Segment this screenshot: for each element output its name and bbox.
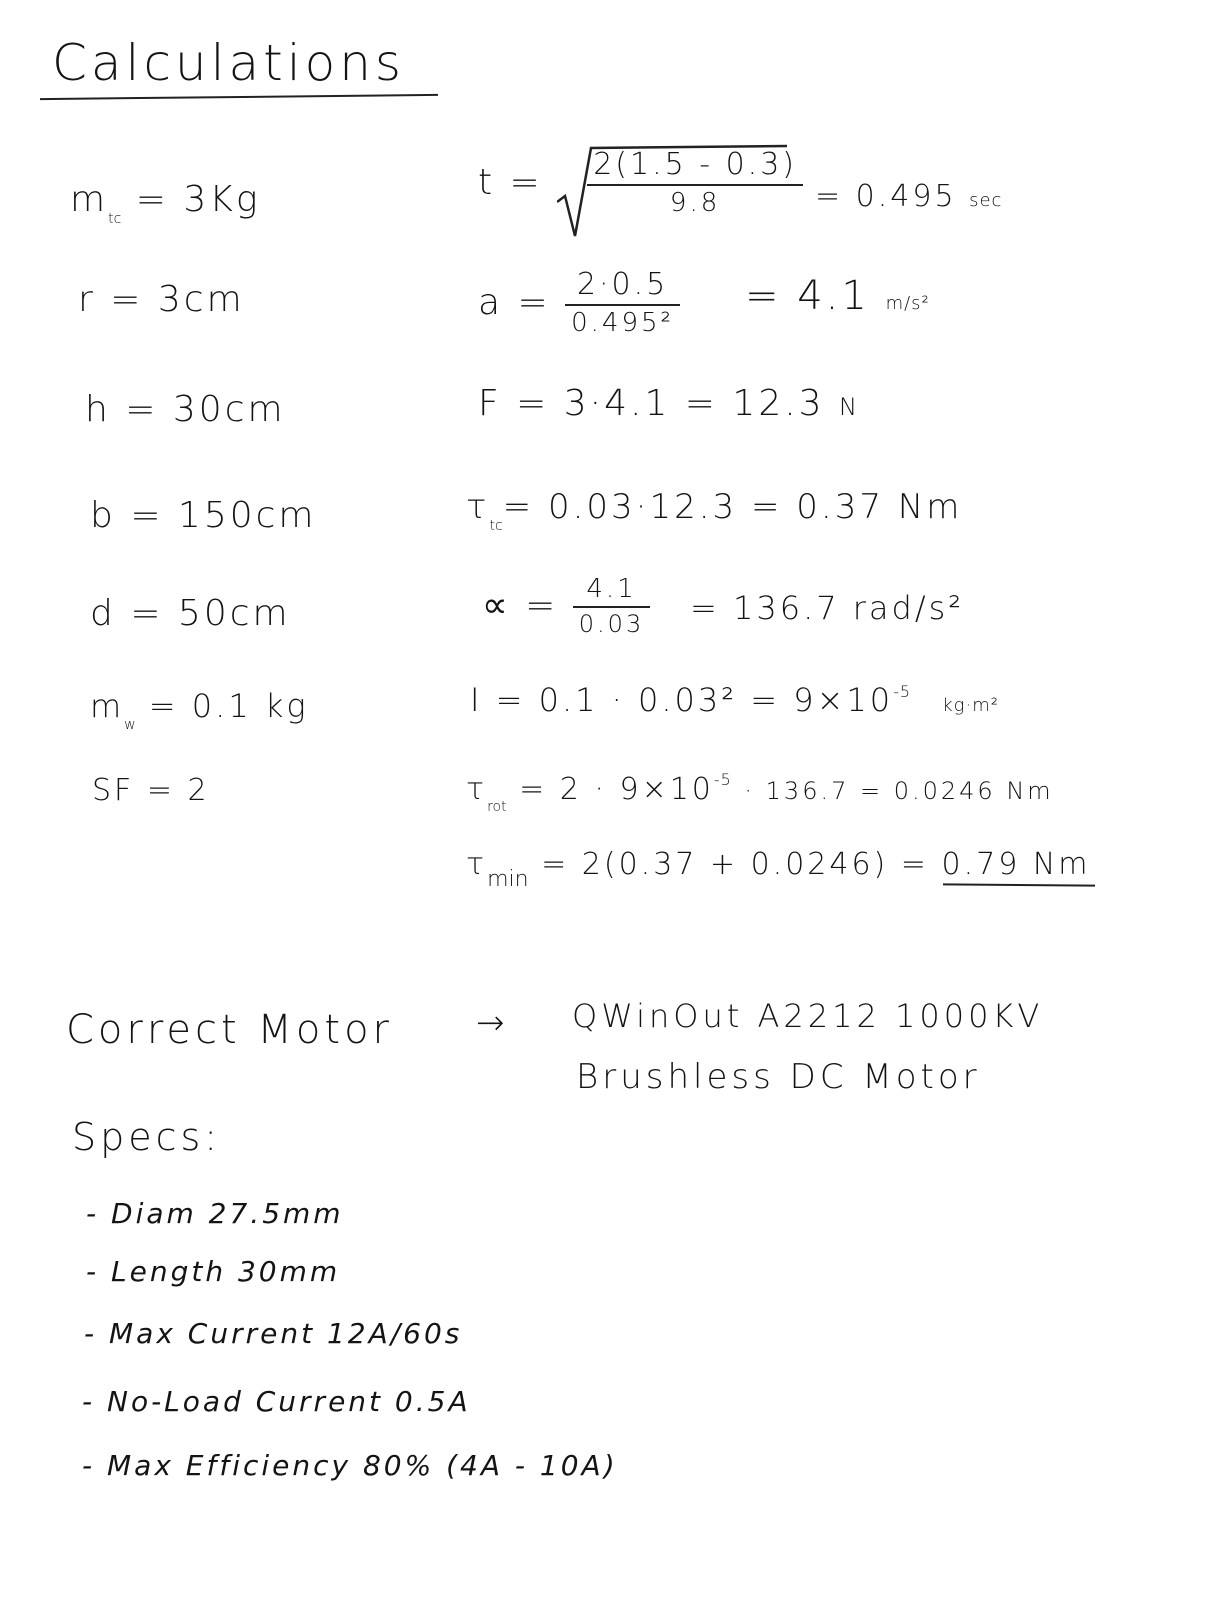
given-height: h = 30cm [85,389,286,430]
eq-angular-accel-result: = 136.7 rad/s² [690,589,965,627]
spec-item: - Max Current 12A/60s [84,1317,463,1350]
eq-time: t = $\frac{2(1.5 - 0.3)}{9.8}$ [478,150,803,216]
eq-acceleration: a = $\frac{2\cdot 0.5}{\text{0.495²}}$ [478,270,680,336]
sqrt-sign: $\frac{2(1.5 - 0.3)}{9.8}$ [557,150,803,216]
eq-acceleration-result: = 4.1 m/s² [745,273,930,319]
eq-inertia: $I = 0.1 \cdot 0.03^2 = 9\times 10^{-5}$ kg·m² [470,681,999,719]
given-radius: r = 3cm [78,279,245,320]
eq-time-result: = 0.495 sec [815,179,1003,214]
motor-model: QWinOut A2212 1000KV [572,997,1044,1035]
eq-torque-min: $\tau_{min} = 2(0.37 + 0.0246) = 0.79$ Nm [466,847,1091,892]
title-underline [40,94,438,100]
spec-item: - Diam 27.5mm [86,1197,344,1230]
eq-torque-tc: $\tau_{tc}= 0.03\cdot 12.3 = 0.37$ Nm [466,487,963,534]
final-torque-result: 0.79 Nm [941,847,1091,882]
page-title: Calculations [52,34,405,92]
given-base: b = 150cm [90,495,317,536]
motor-type: Brushless DC Motor [576,1057,981,1097]
eq-angular-accel: ∝ = $\frac{4.1}{0.03}$ [482,576,650,636]
eq-torque-rot: $\tau_{rot} = 2 \cdot 9\times 10^{-5} \cdot 136.7 = 0.0246$ Nm [466,770,1054,815]
eq-force: F = 3·4.1 = 12.3 N [478,383,858,424]
given-mass-tc: $m_{tc} = 3Kg$ [70,179,261,227]
motor-label: Correct Motor [66,1007,393,1053]
given-distance: d = 50cm [90,593,291,634]
given-mass-w: $m_w = 0.1$ kg [90,687,309,733]
spec-item: - No-Load Current 0.5A [82,1385,471,1418]
specs-heading: Specs: [72,1115,222,1159]
arrow-icon: → [476,1003,508,1043]
spec-item: - Max Efficiency 80% (4A - 10A) [82,1449,618,1482]
spec-item: - Length 30mm [86,1255,341,1288]
given-safety-factor: SF = 2 [92,773,210,808]
